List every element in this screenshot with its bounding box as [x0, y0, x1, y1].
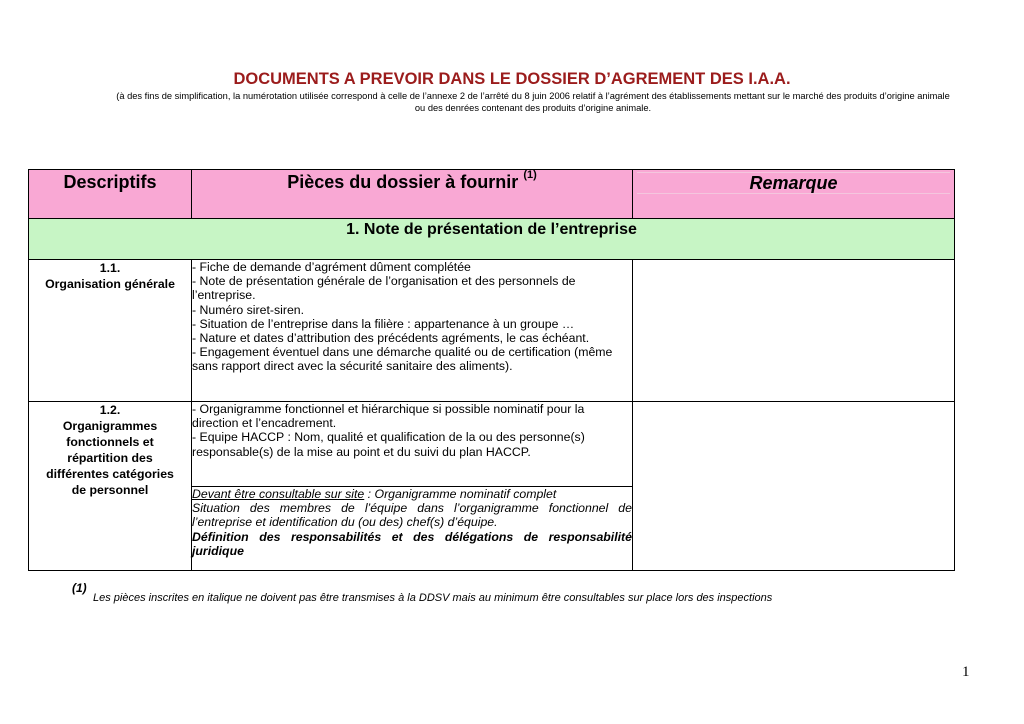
row2-pieces [192, 402, 633, 487]
row2-label: Organigrammes fonctionnels et répartition des différentes catégories de personnel [46, 419, 174, 497]
row1-remarque [633, 260, 955, 402]
onsite-line-2: Situation des membres de l’équipe dans l’organigramme fonctionnel de l’entreprise et identification du (ou des) chef(s) d’équipe. [192, 501, 632, 530]
table-row [29, 260, 955, 402]
list-item: - Fiche de demande d’agrément dûment complétée [192, 260, 471, 274]
document-title: DOCUMENTS A PREVOIR DANS LE DOSSIER D’AGREMENT DES I.A.A. [233, 70, 791, 88]
header-descriptifs: Descriptifs [29, 170, 192, 219]
list-item: - Equipe HACCP : Nom, qualité et qualification de la ou des personne(s) responsable(s) de la mise au point et du suivi du plan HACCP. [192, 430, 585, 459]
row2-onsite-pieces [192, 487, 633, 571]
onsite-underlined: Devant être consultable sur site [192, 487, 365, 501]
onsite-rest: : Organigramme nominatif complet [364, 487, 557, 501]
section-row [29, 219, 955, 260]
table-row [29, 402, 955, 487]
list-item: - Nature et dates d’attribution des précédents agréments, le cas échéant. [192, 331, 590, 346]
row1-label: Organisation générale [45, 277, 175, 291]
header-remarque: Remarque [633, 170, 955, 219]
section-title: 1. Note de présentation de l’entreprise [29, 219, 955, 260]
onsite-line-1 [192, 487, 632, 501]
row2-descriptif [29, 402, 192, 571]
row1-descriptif [29, 260, 192, 402]
row2-number: 1.2. [99, 403, 121, 417]
footnote-text: Les pièces inscrites en italique ne doivent pas être transmises à la DDSV mais au minimum être consultables sur place lors des inspections [93, 592, 773, 604]
subtitle-line-2: ou des denrées contenant des produits d’origine animale. [414, 102, 652, 113]
list-item: - Situation de l’entreprise dans la filière : appartenance à un groupe … [192, 316, 575, 331]
document-subtitle [80, 91, 986, 114]
page-number: 1 [962, 664, 970, 680]
footnote-mark: (1) [72, 581, 87, 595]
subtitle-line-1: (à des fins de simplification, la numérotation utilisée correspond à celle de l’annexe 2 de l’arrêté du 8 juin 2006 relatif à l’agrément des établissements mettant sur le marché des produits d’origine animale [116, 91, 950, 101]
row1-pieces [192, 260, 633, 402]
row2-remarque [633, 402, 955, 571]
header-pieces: Pièces du dossier à fournir $^{(1)}$ [192, 170, 633, 219]
header-pieces-footnote-ref: (1) [523, 169, 537, 181]
list-item: - Note de présentation générale de l’organisation et des personnels de l’entreprise. [192, 274, 576, 303]
table-header-row [29, 170, 955, 219]
requirements-table [28, 169, 955, 571]
onsite-bold: Définition des responsabilités et des délégations de responsabilité juridique [192, 529, 632, 558]
list-item: - Organigramme fonctionnel et hiérarchique si possible nominatif pour la direction et l’encadrement. [192, 402, 585, 431]
list-item: - Engagement éventuel dans une démarche qualité ou de certification (même sans rapport direct avec la sécurité sanitaire des aliments). [192, 345, 613, 374]
row1-number: 1.1. [99, 261, 121, 275]
list-item: - Numéro siret-siren. [192, 302, 305, 317]
